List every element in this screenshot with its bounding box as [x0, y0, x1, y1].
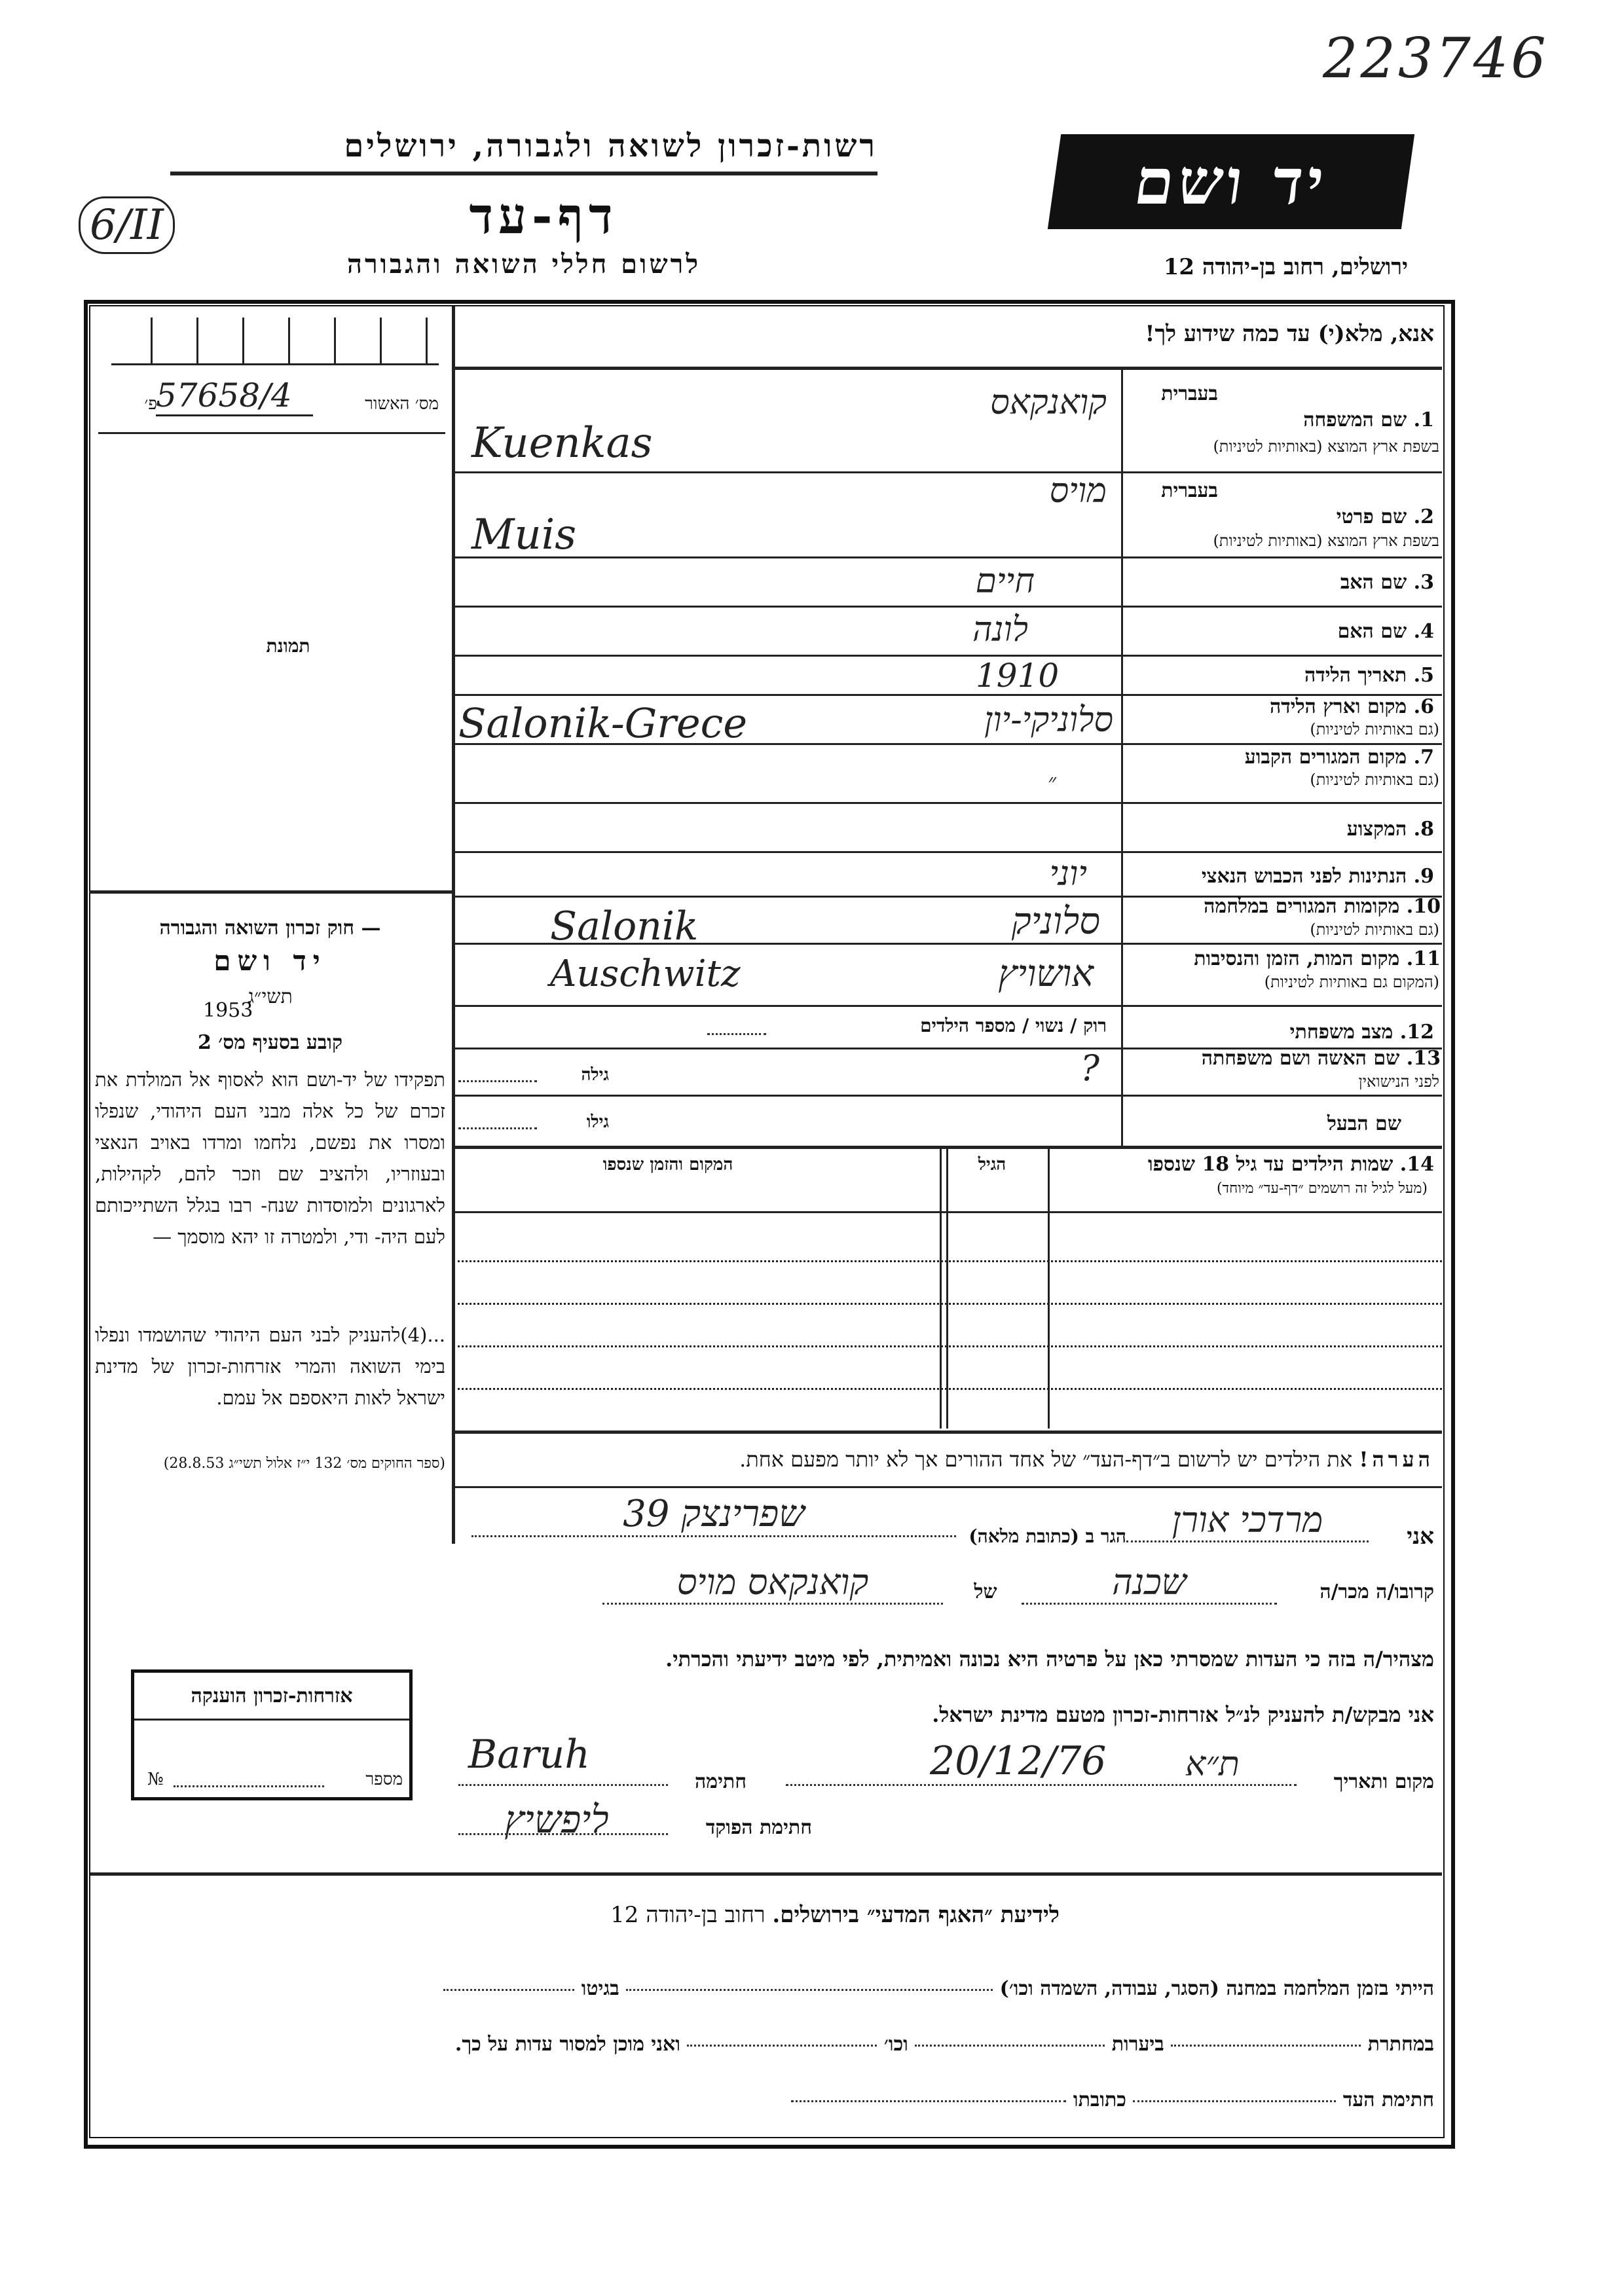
header-address: ירושלים, רחוב בן-יהודה 12 — [1163, 254, 1408, 280]
authority-underline — [170, 172, 877, 175]
field-11-he-value[interactable]: אושויץ — [998, 953, 1094, 995]
field-5-label: 5. תאריך הלידה — [1304, 664, 1434, 687]
children-count-dots — [707, 1033, 766, 1035]
signature-label: חתימה — [695, 1770, 747, 1793]
witness-declaration: מצהיר/ה בזה כי העדות שמסרתי כאן על פרטיה היא נכונה ואמיתית, לפי מיטב ידיעתי והכרתי. — [665, 1647, 1434, 1671]
field-1-he-value[interactable]: קואנקאס — [990, 383, 1107, 422]
citizenship-no-label: מספר — [365, 1770, 403, 1789]
children-row-3 — [453, 1345, 1442, 1347]
field-1-sub: בשפת ארץ המוצא (באותיות לטיניות) — [1213, 437, 1439, 456]
field-2-sub: בשפת ארץ המוצא (באותיות לטיניות) — [1213, 532, 1439, 550]
witness-lives-label: הגר ב (כתובת מלאה) — [969, 1525, 1126, 1547]
authority-title: רשות-זכרון לשואה ולגבורה, ירושלים — [344, 128, 877, 164]
field-10-latin-value[interactable]: Salonik — [550, 903, 699, 949]
children-header-rule — [453, 1211, 1442, 1213]
field-3-value[interactable]: חיים — [975, 562, 1035, 601]
remark-label: הערה! — [1359, 1447, 1434, 1472]
field-10-label: 10. מקומות המגורים במלחמה — [1204, 895, 1441, 918]
approval-rule — [98, 432, 445, 434]
remark-text: את הילדים יש לרשום ב״דף-העד״ של אחד ההורים אך לא יותר מפעם אחת. — [739, 1447, 1353, 1472]
field-9-value[interactable]: יוני — [1049, 854, 1087, 894]
field-11-latin-value[interactable]: Auschwitz — [550, 953, 741, 995]
field-8-label: 8. המקצוע — [1346, 818, 1434, 841]
citizenship-no-sign: № — [147, 1770, 164, 1789]
children-col-place: המקום והזמן שנספו — [602, 1155, 733, 1175]
form-subtitle: לרשום חללי השואה והגבורה — [346, 249, 701, 280]
wife-age-label: גילה — [581, 1065, 609, 1085]
officer-signature[interactable]: ליפשיץ — [504, 1797, 609, 1842]
husband-label: שם הבעל — [1327, 1112, 1401, 1135]
field-7-value[interactable]: ״ — [1048, 769, 1056, 795]
citizenship-title: אזרחות-זכרון הוענקה — [191, 1685, 353, 1707]
witness-i-label: אני — [1407, 1523, 1434, 1550]
approval-number: 57658/4 — [156, 376, 313, 416]
field-12-label: 12. מצב משפחתי — [1289, 1021, 1434, 1044]
field-13-sub: לפני הנישואין — [1358, 1072, 1439, 1091]
field-3-label: 3. שם האב — [1340, 571, 1434, 594]
field-6-sub: (גם באותיות לטיניות) — [1310, 720, 1439, 738]
field-13-label: 13. שם האשה ושם משפחתה — [1201, 1047, 1441, 1070]
field-2-he-value[interactable]: מויס — [1049, 471, 1107, 511]
footer-line-2: במחתרת ביערות וכו׳ ואני מוכן למסור עדות על כך. — [454, 2033, 1434, 2056]
field-5-value[interactable]: 1910 — [976, 657, 1060, 695]
witness-address[interactable]: שפרינצק 39 — [471, 1493, 956, 1537]
field-13-value[interactable]: ? — [1080, 1048, 1099, 1089]
field-10-sub: (גם באותיות לטיניות) — [1310, 920, 1439, 939]
children-row-1 — [453, 1260, 1442, 1262]
field-6-he-value[interactable]: סלוניקי-יון — [984, 701, 1113, 740]
left-column-divider — [452, 306, 455, 1544]
officer-signature-label: חתימת הפוקד — [705, 1816, 812, 1839]
officer-signature-dots — [458, 1833, 668, 1835]
children-title: 14. שמות הילדים עד גיל 18 שנספו — [1147, 1153, 1434, 1176]
witness-of-label: של — [974, 1580, 997, 1603]
label-column-divider — [1121, 367, 1123, 1146]
children-col-div-3 — [940, 1147, 942, 1429]
footer-line-3: חתימת העד כתובתו — [589, 2088, 1434, 2111]
witness-request: אני מבקש/ת להעניק לנ״ל אזרחות-זכרון מטעם מדינת ישראל. — [932, 1702, 1434, 1727]
remark — [458, 1447, 1434, 1472]
archive-number: 223746 — [1323, 26, 1549, 90]
wife-age-dots — [458, 1080, 537, 1082]
field-4-label: 4. שם האם — [1337, 620, 1434, 643]
witness-relation-label: קרובו/ה מכר/ה — [1320, 1580, 1434, 1603]
footer-top-rule — [90, 1872, 1442, 1876]
margin-note: 6/II — [79, 196, 175, 254]
field-1-label: 1. שם המשפחה — [1303, 409, 1434, 431]
footer-address: רחוב בן-יהודה 12 — [610, 1902, 766, 1928]
field-1-latin-value[interactable]: Kuenkas — [471, 419, 653, 467]
law-source: (ספר החוקים מס׳ 132 י״ז אלול תשי״ג 28.8.53) — [163, 1455, 445, 1472]
field-2-latin-value[interactable]: Muis — [471, 511, 577, 559]
intro-text: אנא, מלא(י) עד כמה שידוע לך! — [1145, 321, 1434, 347]
approval-boxes — [111, 318, 439, 365]
place-date-dots — [786, 1784, 1297, 1786]
children-row-4 — [453, 1388, 1442, 1390]
place-date-label: מקום ותאריך — [1333, 1770, 1434, 1793]
footer-line-1: הייתי בזמן המלחמה במחנה (הסגר, עבודה, השמדה וכו׳) בגיטו — [249, 1977, 1434, 2000]
footer-title: לידיעת ״האגף המדעי״ בירושלים. — [772, 1902, 1060, 1928]
field-7-label: 7. מקום המגורים הקבוע — [1244, 746, 1434, 769]
field-9-label: 9. הנתינות לפני הכבוש הנאצי — [1201, 865, 1434, 888]
witness-relation[interactable]: שכנה — [1022, 1561, 1277, 1605]
law-year-he: תשי״ג — [248, 985, 293, 1008]
citizenship-box — [131, 1669, 413, 1800]
field-6-label: 6. מקום וארץ הלידה — [1269, 695, 1434, 718]
form-title: דף-עד — [469, 187, 618, 245]
children-col-div-1 — [1048, 1147, 1050, 1429]
photo-label: תמונת — [266, 635, 310, 657]
husband-age-dots — [458, 1127, 537, 1129]
field-10-he-value[interactable]: סלוניק — [1011, 900, 1100, 943]
logo-text: יד ושם — [1130, 145, 1333, 219]
children-sub: (מעל לגיל זה רושמים ״דף-עד״ מיוחד) — [1216, 1180, 1428, 1197]
field-11-label: 11. מקום המות, הזמן והנסיבות — [1194, 947, 1441, 970]
field-2-he-tag: בעברית — [1161, 479, 1218, 502]
yad-vashem-logo — [1048, 134, 1414, 229]
approval-label: מס׳ האשור — [365, 394, 439, 414]
intro-rule — [453, 367, 1442, 370]
husband-age-label: גילו — [586, 1112, 609, 1132]
field-1-he-tag: בעברית — [1161, 382, 1218, 405]
law-block — [98, 917, 442, 1008]
approval-suffix: פ׳ — [144, 394, 157, 414]
field-6-latin-value[interactable]: Salonik-Grece — [458, 699, 748, 747]
witness-of-name[interactable]: קואנקאס מויס — [602, 1561, 943, 1605]
witness-place[interactable]: ת״א — [1185, 1745, 1240, 1784]
children-col-div-2 — [946, 1147, 948, 1429]
children-row-2 — [453, 1303, 1442, 1305]
law-name: יד ושם — [213, 945, 327, 977]
law-text-2: ...(4)להעניק לבני העם היהודי שהושמדו ונפלו בימי השואה והמרי אזרחות-זכרון של מדינת ישראל לאות היאספם אל עמם. — [95, 1324, 445, 1409]
photo-bottom-rule — [89, 890, 453, 894]
footer-title-line — [458, 1902, 1211, 1928]
witness-signature[interactable]: Baruh — [468, 1732, 590, 1777]
signature-dots — [458, 1784, 668, 1786]
remark-bottom-rule — [453, 1486, 1442, 1488]
law-title: — חוק זכרון השואה והגבורה — [159, 917, 381, 939]
field-2-label: 2. שם פרטי — [1336, 505, 1434, 528]
law-year: 1953 — [203, 999, 253, 1022]
witness-name[interactable]: מרדכי אורן — [1126, 1499, 1369, 1542]
children-col-age: הגיל — [978, 1155, 1006, 1175]
witness-date[interactable]: 20/12/76 — [930, 1738, 1107, 1784]
law-section: קובע בסעיף מס׳ 2 — [197, 1031, 343, 1054]
field-11-sub: (המקום גם באותיות לטיניות) — [1264, 973, 1439, 991]
field-7-sub: (גם באותיות לטיניות) — [1310, 771, 1439, 789]
marital-options: רוק / נשוי / מספר הילדים — [920, 1015, 1107, 1036]
remark-top-rule — [453, 1430, 1442, 1434]
field-4-value[interactable]: לונה — [972, 610, 1028, 649]
law-text: תפקידו של יד-ושם הוא לאסוף אל המולדת את זכרם של כל אלה מבני העם היהודי, שנפלו ומסרו את נפשם, נלחמו ומרדו באויב הנאצי ובעוזריו, ולהציב שם וזכר להם, לקהילות, לארגונים ולמוסדות שנח- רבו בגלל השתייכותם לעם היה- ודי, ולמטרה זו יהא מוסמך — — [95, 1068, 445, 1248]
